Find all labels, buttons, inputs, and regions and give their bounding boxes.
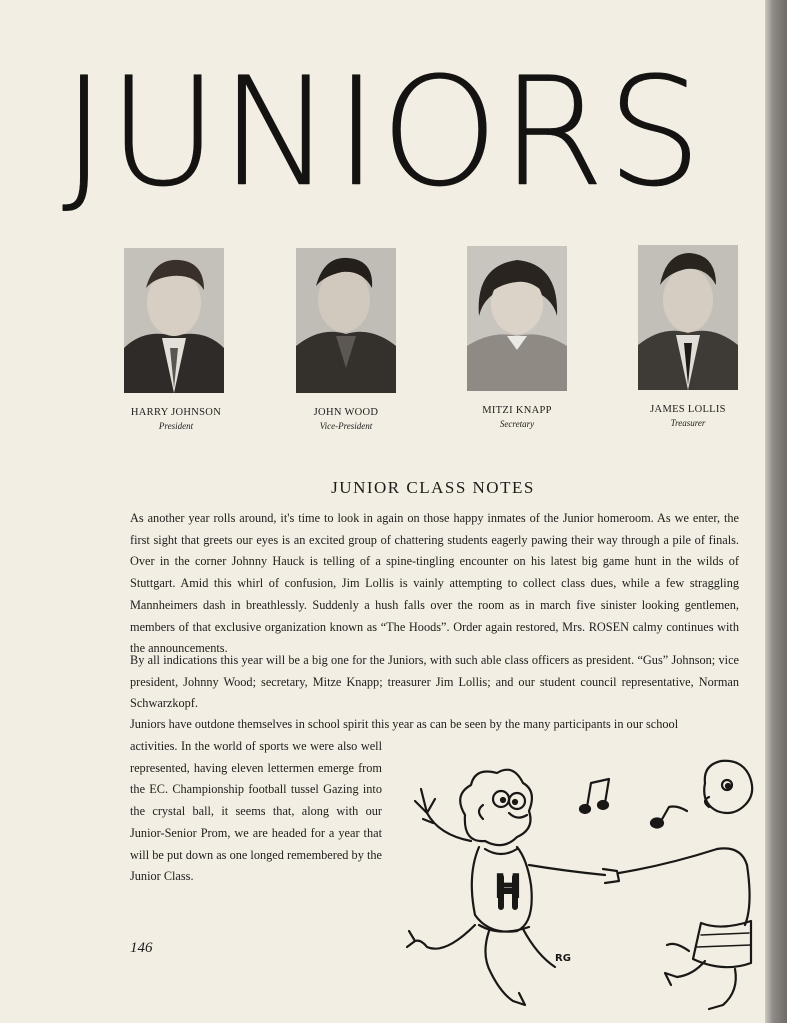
notes-paragraph: Juniors have outdone themselves in school spirit this year as can be seen by the many participants in our school bbox=[130, 717, 679, 731]
portrait-photo bbox=[638, 245, 738, 390]
officer-name: JOHN WOOD bbox=[313, 407, 379, 418]
music-note-icon bbox=[580, 779, 609, 813]
portrait-photo bbox=[467, 246, 567, 391]
notes-paragraph: By all indications this year will be a big one for the Juniors, with such able class officers as president. “Gus” Johnson; vice president, Johnny Wood; secretary, Mitze Knapp; treasurer Jim Lollis; and our student council representative, Norman Schwarzkopf. bbox=[130, 653, 739, 711]
page-number: 146 bbox=[130, 940, 153, 956]
notes-paragraph: activities. In the world of sports we were also well represented, having eleven lettermen emerge from the EC. Championship football tussel Gazing into the crystal ball, it seems that, along with our Junior-Senior Prom, we are headed for a year that will be put down as one longed remembered by the Junior Class. bbox=[130, 739, 382, 884]
artist-initials: RG bbox=[555, 953, 571, 964]
dancing-lions-cartoon bbox=[405, 755, 757, 1020]
officer-role: Treasurer bbox=[670, 418, 706, 428]
notes-heading: JUNIOR CLASS NOTES bbox=[331, 478, 535, 497]
officer-name: JAMES LOLLIS bbox=[650, 404, 726, 415]
officer-name: MITZI KNAPP bbox=[482, 405, 552, 416]
portrait-photo bbox=[124, 248, 224, 393]
officer-role: Vice-President bbox=[319, 421, 373, 431]
music-note-icon bbox=[651, 807, 687, 828]
officer-name: HARRY JOHNSON bbox=[130, 407, 222, 418]
page-title: JUNIORS bbox=[62, 46, 704, 220]
notes-paragraph: As another year rolls around, it's time to look in again on those happy inmates of the Junior homeroom. As we enter, the first sight that greets our eyes is an excited group of chattering students eagerly pawing their way through a pile of finals. Over in the corner Johnny Hauck is telling of a spine-tingling encounter on his latest big game hunt in the wilds of Stuttgart. Amid this whirl of confusion, Jim Lollis is vainly attempting to collect class dues, while a few straggling Mannheimers dash in breathlessly. Suddenly a hush falls over the room as in march five sinister looking gentlemen, members of that exclusive organization known as “The Hoods”. Order again restored, Mrs. ROSEN calmy continues with the announcements. bbox=[130, 511, 739, 656]
officer-role: President bbox=[158, 421, 194, 431]
officer-role: Secretary bbox=[499, 419, 535, 429]
sweater-letter: H bbox=[493, 867, 523, 907]
portrait-photo bbox=[296, 248, 396, 393]
